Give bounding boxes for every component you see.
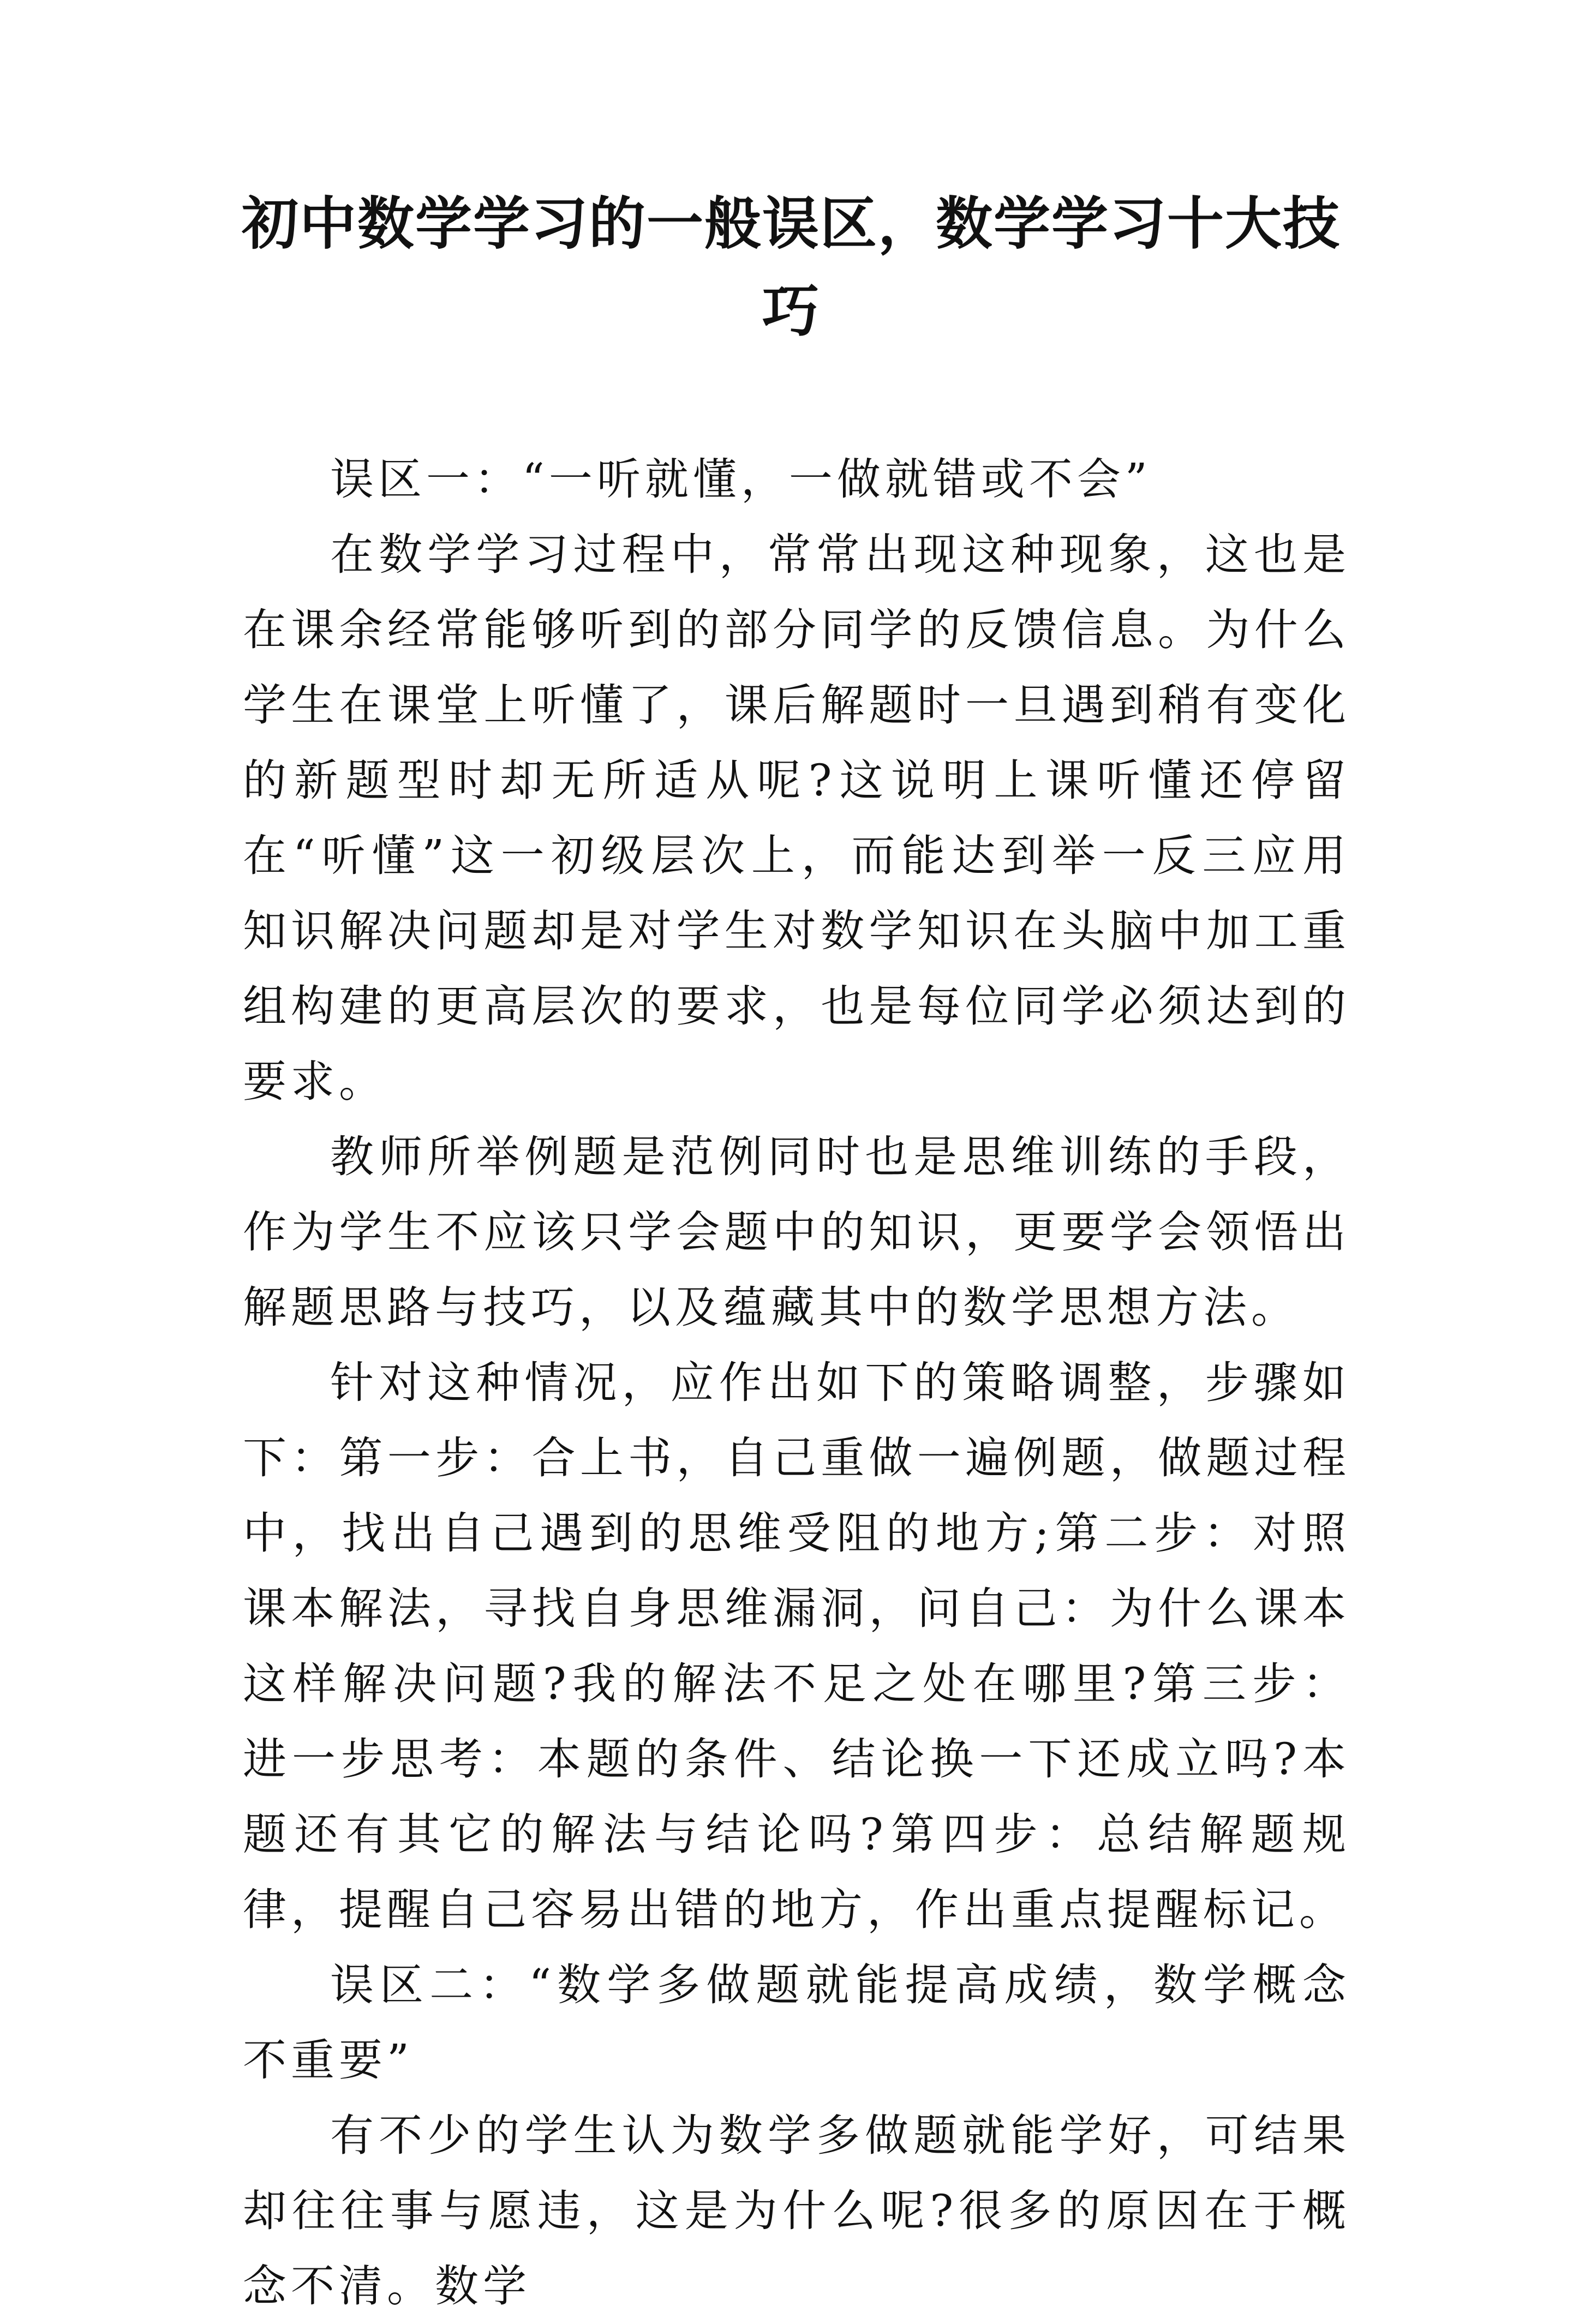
paragraph: 在数学学习过程中，常常出现这种现象，这也是在课余经常能够听到的部分同学的反馈信息。为什么学生在课堂上听懂了，课后解题时一旦遇到稍有变化的新题型时却无所适从呢?这说明上课听懂还停留在“听懂”这一初级层次上，而能达到举一反三应用知识解决问题却是对学生对数学知识在头脑中加工重组构建的更高层次的要求，也是每位同学必须达到的要求。	[243, 529, 1350, 1107]
paragraph-misconception-1-heading: 误区一：“一听就懂，一做就错或不会”	[330, 454, 1152, 505]
document-title: 初中数学学习的一般误区，数学学习十大技巧	[241, 190, 1341, 344]
paragraph-misconception-2-heading: 误区二：“数学多做题就能提高成绩，数学概念不重要”	[243, 1960, 1350, 2086]
paragraph: 有不少的学生认为数学多做题就能学好，可结果却往往事与愿违，这是为什么呢?很多的原因在于概念不清。数学	[243, 2110, 1350, 2311]
document-body	[243, 442, 1350, 2324]
paragraph: 教师所举例题是范例同时也是思维训练的手段，作为学生不应该只学会题中的知识，更要学会领悟出解题思路与技巧，以及蕴藏其中的数学思想方法。	[243, 1131, 1350, 1333]
paragraph: 针对这种情况，应作出如下的策略调整，步骤如下：第一步：合上书，自己重做一遍例题，做题过程中，找出自己遇到的思维受阻的地方;第二步：对照课本解法，寻找自身思维漏洞，问自己：为什么课本这样解决问题?我的解法不足之处在哪里?第三步：进一步思考：本题的条件、结论换一下还成立吗?本题还有其它的解法与结论吗?第四步：总结解题规律，提醒自己容易出错的地方，作出重点提醒标记。	[243, 1357, 1350, 1935]
